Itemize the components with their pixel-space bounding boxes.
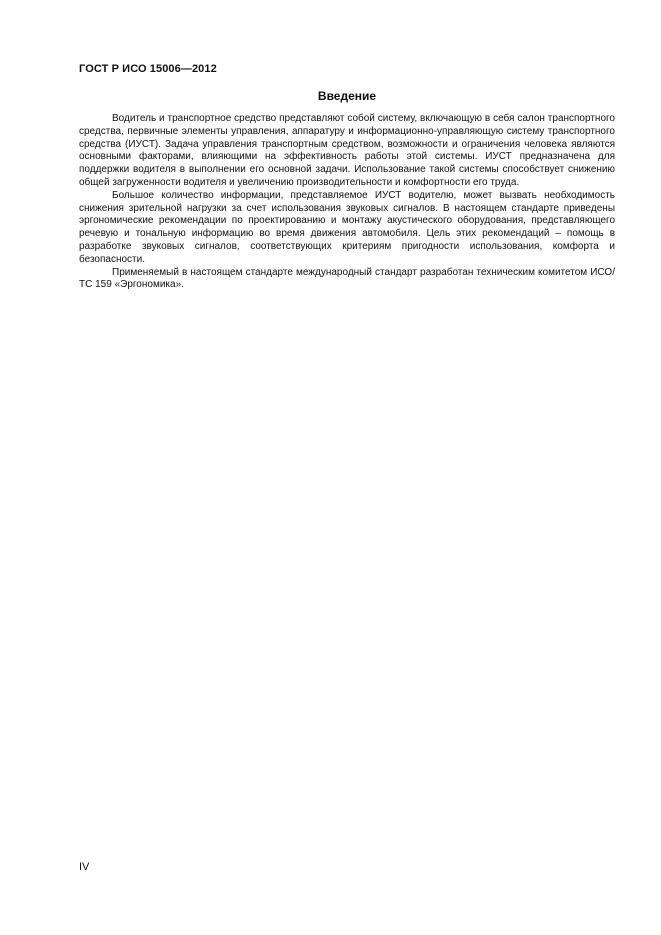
page-number: IV [79,861,90,873]
section-body [79,113,615,292]
section-title: Введение [317,89,377,103]
paragraph: Большое количество информации, представляемое ИУСТ водителю, может вызвать необходимость снижения зрительной нагрузки за счет использования звуковых сигналов. В настоящем стандарте приведены эргономические рекомендации по проектированию и монтажу акустического оборудования, представляющего речевую и тональную информацию во время движения автомобиля. Цель этих рекомендаций – помощь в разработке звуковых сигналов, соответствующих критериям пригодности использования, комфорта и безопасности. [79,189,615,265]
paragraph: Водитель и транспортное средство представляют собой систему, включающую в себя салон транспортного средства, первичные элементы управления, аппаратуру и информационно-управляющую систему транспортного средства (ИУСТ). Задача управления транспортным средством, возможности и ограничения человека являются основными факторами, влияющими на эффективность работы этой системы. ИУСТ предназначена для поддержки водителя в выполнении его основной задачи. Использование такой системы способствует снижению общей загруженности водителя и увеличению производительности и комфортности его труда. [79,113,615,188]
paragraph: Применяемый в настоящем стандарте международный стандарт разработан техническим комитетом ИСО/ТС 159 «Эргономика». [79,266,615,291]
document-header: ГОСТ Р ИСО 15006—2012 [79,63,217,75]
